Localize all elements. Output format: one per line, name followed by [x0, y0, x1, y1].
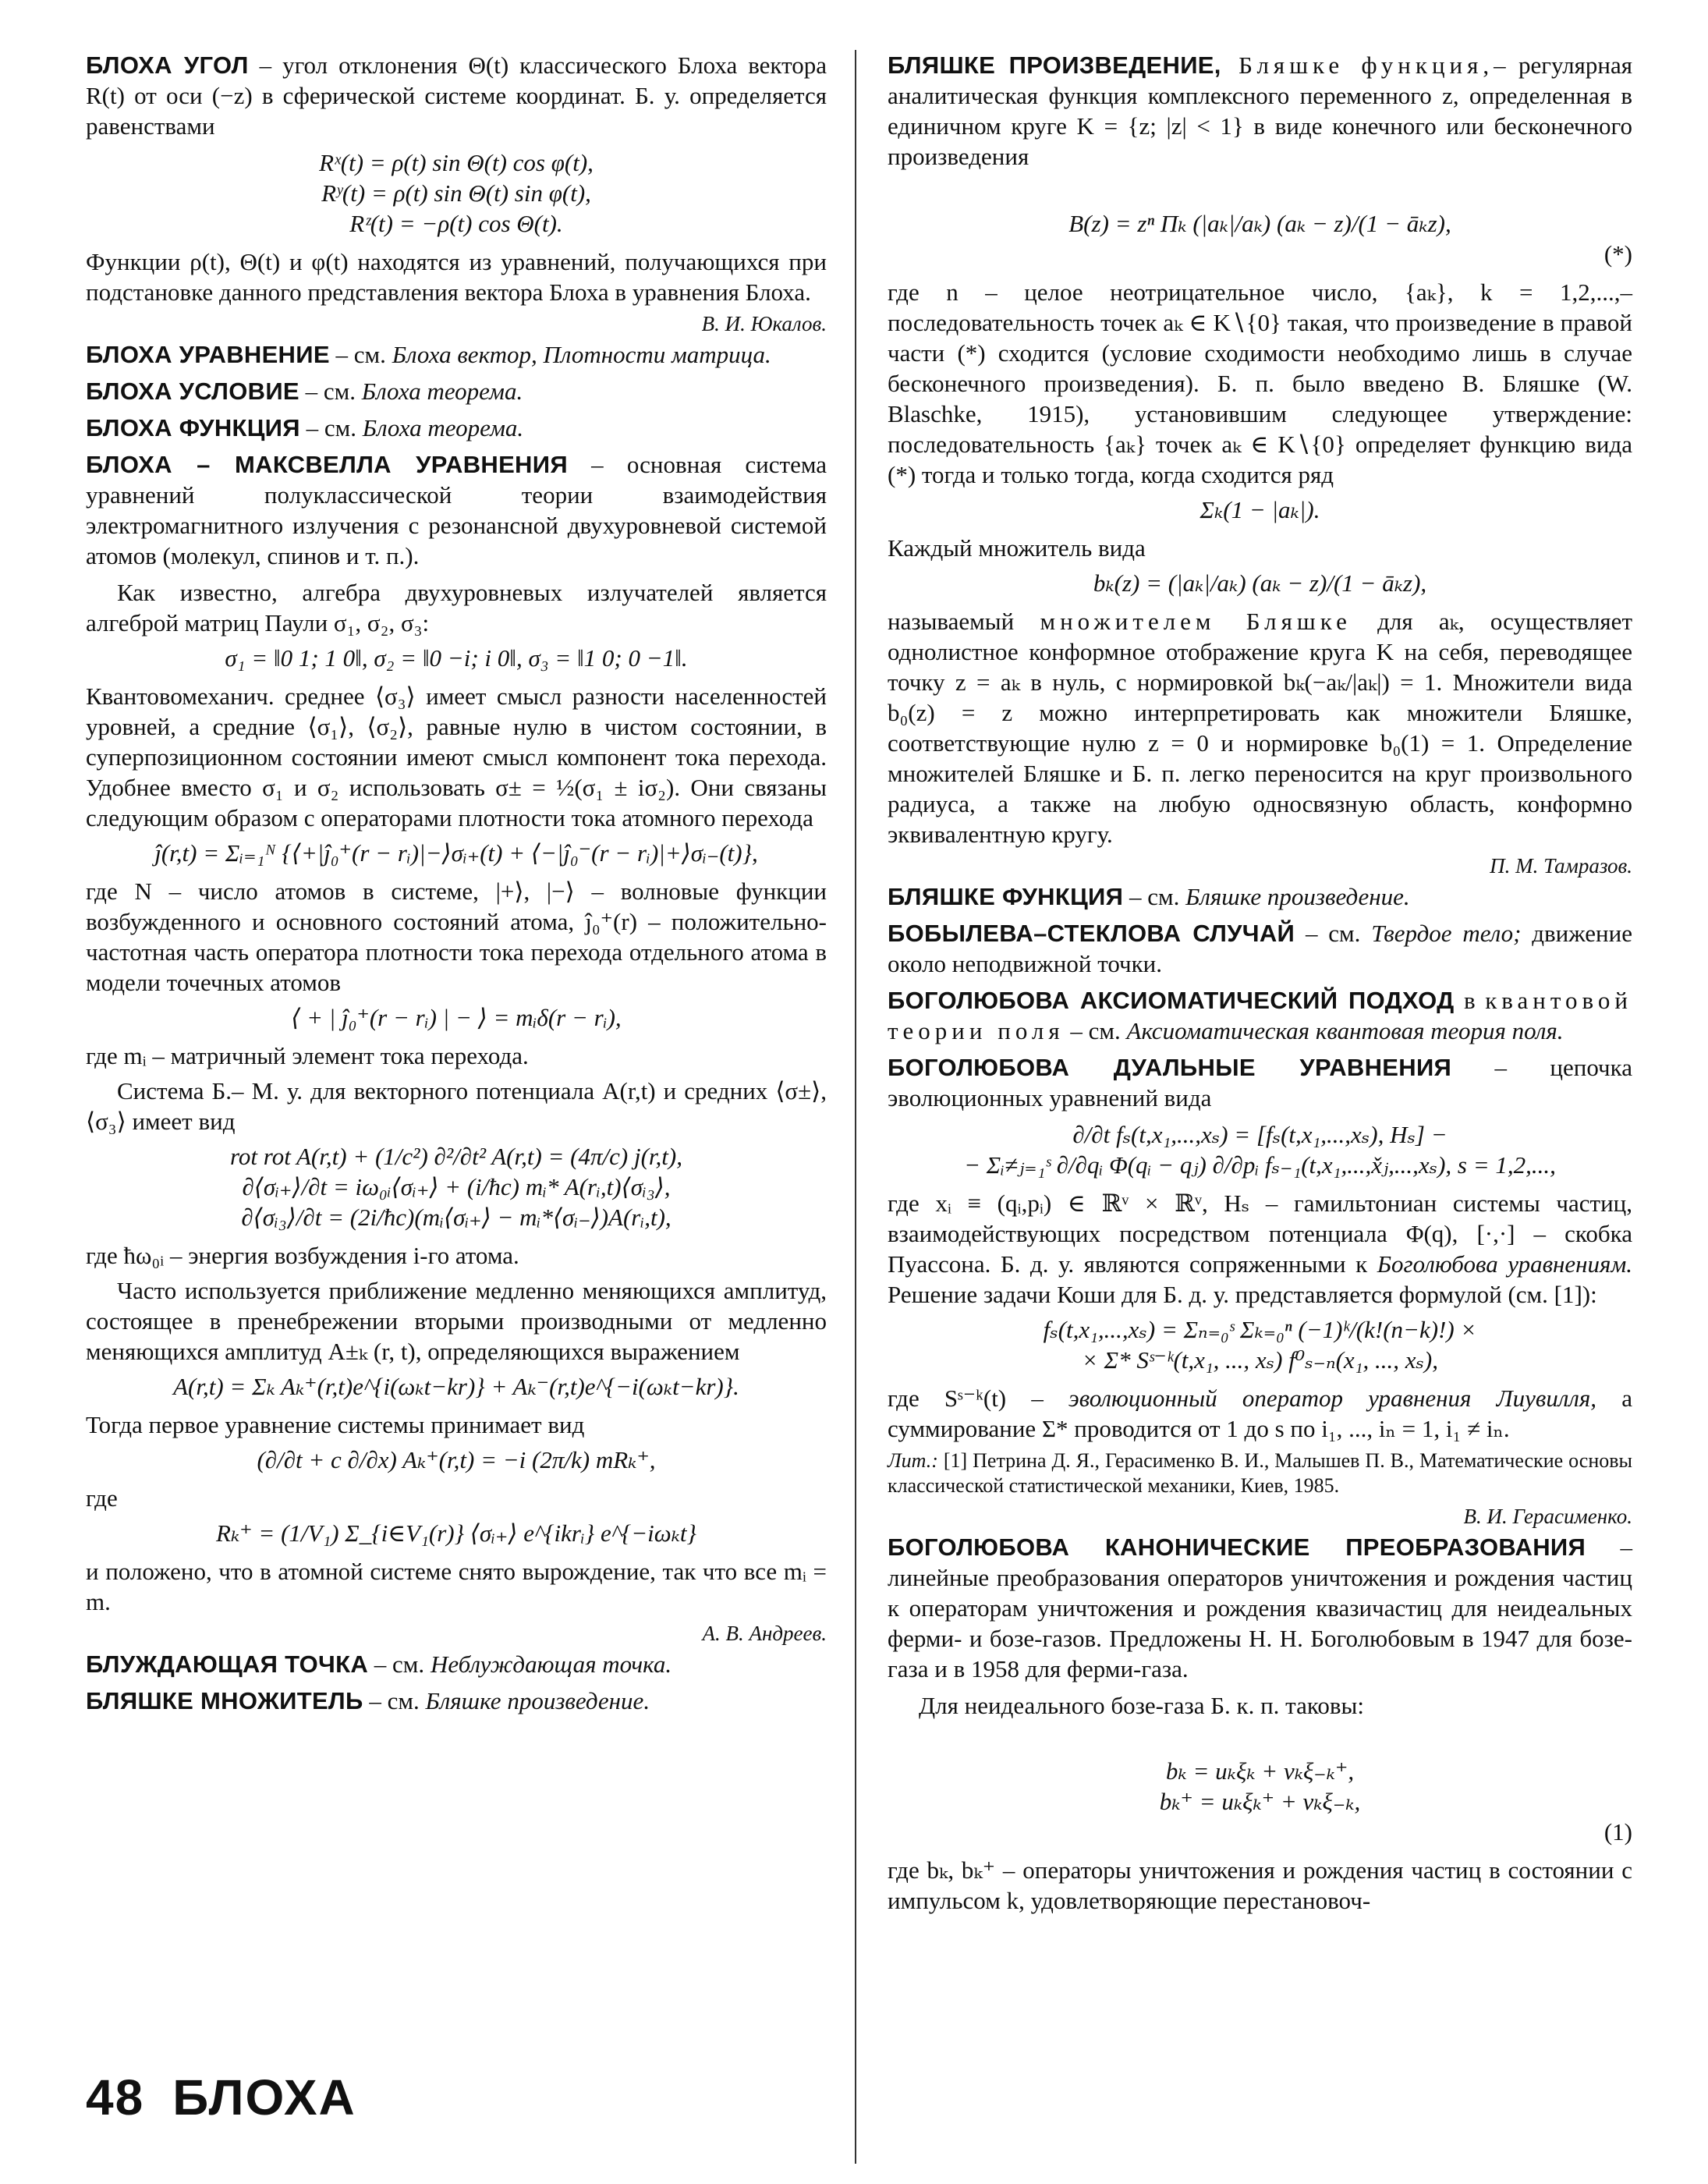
paragraph: [888, 1188, 1632, 1310]
cross-reference-link[interactable]: Бляшке произведение.: [1185, 883, 1410, 910]
paragraph: где n – целое неотрицательное число, {aₖ}, k = 1,2,...,– последовательность точек aₖ ∈ K∖{0} такая, что произведение в правой части (*) сходится (условие сходимости необходимо лишь в случае бесконечного произведения). Б. п. было введено В. Бляшке (W. Blaschke, 1915), установившим следующее утверждение: последовательность {aₖ} точек aₖ ∈ K∖{0} определяет функцию вида (*) тогда и только тогда, когда сходится ряд: [888, 278, 1632, 488]
formula: ĵ(r,t) = Σᵢ₌₁ᴺ {⟨+|ĵ₀⁺(r − rᵢ)|−⟩σᵢ₊(t) + ⟨−|ĵ₀⁻(r − rᵢ)|+⟩σᵢ₋(t)},: [154, 839, 758, 867]
paragraph-text: называемый: [888, 608, 1040, 635]
formula: B(z) = zⁿ Πₖ (|aₖ|/aₖ) (aₖ − z)/(1 − āₖz),: [1068, 210, 1451, 237]
formula: Rₖ⁺ = (1/V₁) Σ_{i∈V₁(r)} ⟨σᵢ₊⟩ e^{ikrᵢ} e^{−iωₖt}: [216, 1519, 696, 1547]
cross-reference-link[interactable]: Блоха теорема.: [362, 414, 524, 441]
entry-bogolyubova-aksiomaticheskiy: [888, 985, 1632, 1046]
formula: fₛ(t,x₁,...,xₛ) = Σₙ₌₀ˢ Σₖ₌₀ⁿ (−1)ᵏ/(k!(n−k)!) × × Σ* Sˢ⁻ᵏ(t,x₁, ..., xₛ) f⁰ₛ₋ₙ(x₁, ..., xₛ),: [1043, 1316, 1477, 1374]
literature-text: [1] Петрина Д. Я., Герасименко В. И., Малышев П. В., Математические основы классической статистической механики, Киев, 1985.: [888, 1449, 1632, 1497]
equation-tag: (1): [1603, 1818, 1632, 1845]
paragraph: Тогда первое уравнение системы принимает вид: [86, 1411, 585, 1438]
entry-bogolyubova-kanonicheskie: [888, 1532, 1632, 1684]
entry-blyashke-funktsiya: [888, 881, 1632, 912]
term-spaced: квантовой теории поля: [888, 987, 1632, 1044]
entry-text: в: [1454, 987, 1486, 1014]
paragraph: Часто используется приближение медленно меняющихся амплитуд, состоящее в пренебрежении вторыми производными от медленно меняющихся амплитуд A±ₖ (r, t), определяющихся выражением: [86, 1277, 827, 1365]
entry-text: – основная система уравнений полуклассической теории взаимодействия электромагнитного излучения с резонансной двухуровневой системой атомов (молекул, спинов и т. п.).: [86, 451, 827, 569]
entry-bogolyubova-dualnye: [888, 1052, 1632, 1113]
page-number: 48: [86, 2069, 145, 2126]
cross-reference-link[interactable]: Бляшке произведение.: [425, 1687, 650, 1714]
cross-reference-link[interactable]: Твердое тело;: [1371, 920, 1522, 947]
paragraph: Как известно, алгебра двухуровневых излучателей является алгеброй матриц Паули σ₁, σ₂, σ₃:: [86, 579, 827, 636]
paragraph: Квантовомеханич. среднее ⟨σ₃⟩ имеет смысл разности населенностей уровней, а средние ⟨σ₁⟩, ⟨σ₂⟩, равные нулю в чистом состоянии, в суперпозиционном состоянии имеют смысл компонент тока перехода. Удобнее вместо σ₁ и σ₂ использовать σ± = ½(σ₁ ± iσ₂). Они связаны следующим образом с операторами плотности тока атомного перехода: [86, 682, 827, 831]
cross-reference-link[interactable]: Боголюбова уравнениям.: [1377, 1250, 1632, 1278]
paragraph-text: где xᵢ ≡ (qᵢ,pᵢ) ∈ ℝᵛ × ℝᵛ, Hₛ – гамильтониан системы частиц, взаимодействующих посредством потенциала Φ(q), [·,·] – скобка Пуассона. Б. д. у. являются сопряженными к: [888, 1190, 1632, 1278]
headword: БЛУЖДАЮЩАЯ ТОЧКА: [86, 1650, 369, 1678]
entry-text: – цепочка эволюционных уравнений вида: [888, 1054, 1632, 1112]
synonym-spaced: Бляшке функция,: [1221, 51, 1494, 79]
headword: БЛЯШКЕ ФУНКЦИЯ: [888, 883, 1124, 910]
entry-text: – см.: [1123, 883, 1186, 910]
entry-text: – см.: [1295, 920, 1372, 947]
entry-blokha-maksvella: [86, 449, 827, 571]
entry-blokha-uravnenie: [86, 339, 827, 370]
cross-reference-link[interactable]: Блоха теорема.: [361, 378, 523, 405]
term-spaced: множителем Бляшке: [1040, 608, 1352, 635]
cross-reference-link[interactable]: эволюционный оператор уравнения Лиувилля,: [1068, 1384, 1597, 1412]
paragraph: Для неидеального бозе-газа Б. к. п. таковы:: [919, 1692, 1364, 1719]
literature-reference: [888, 1448, 1632, 1498]
cross-reference-link[interactable]: Аксиоматическая квантовая теория поля.: [1126, 1017, 1564, 1044]
entry-text: движение около неподвижной точки.: [888, 920, 1632, 977]
formula: bₖ(z) = (|aₖ|/aₖ) (aₖ − z)/(1 − āₖz),: [1093, 569, 1427, 597]
paragraph: Каждый множитель вида: [888, 534, 1146, 562]
formula-numbered: [888, 178, 1632, 269]
entry-blyashke-proizvedenie: [888, 50, 1632, 172]
entry-text: – см.: [329, 341, 392, 368]
paragraph-text: Решение задачи Коши для Б. д. у. представляется формулой (см. [1]):: [888, 1281, 1597, 1308]
page-footer: [86, 2069, 356, 2126]
headword: БЛЯШКЕ МНОЖИТЕЛЬ: [86, 1687, 363, 1714]
headword: БОБЫЛЕВА–СТЕКЛОВА СЛУЧАЙ: [888, 920, 1295, 947]
formula-numbered: [888, 1725, 1632, 1847]
entry-blokha-ugol: [86, 50, 827, 141]
formula: Rˣ(t) = ρ(t) sin Θ(t) cos φ(t), Rʸ(t) = ρ(t) sin Θ(t) sin φ(t), Rᶻ(t) = −ρ(t) cos Θ(t).: [319, 149, 594, 237]
left-column: [86, 50, 827, 1722]
entry-text: – см.: [1064, 1017, 1127, 1044]
headword: БОГОЛЮБОВА АКСИОМАТИЧЕСКИЙ ПОДХОД: [888, 987, 1455, 1014]
headword: БЛЯШКЕ ПРОИЗВЕДЕНИЕ,: [888, 51, 1221, 79]
entry-bluzhdayushchaya-tochka: [86, 1649, 827, 1679]
literature-label: Лит.:: [888, 1449, 938, 1472]
headword: БОГОЛЮБОВА ДУАЛЬНЫЕ УРАВНЕНИЯ: [888, 1054, 1452, 1081]
paragraph: [888, 1383, 1632, 1444]
paragraph: [888, 606, 1632, 849]
formula: rot rot A(r,t) + (1/c²) ∂²/∂t² A(r,t) = (4π/c) j(r,t), ∂⟨σᵢ₊⟩/∂t = iω₀ᵢ⟨σᵢ₊⟩ + (i/ħc) mᵢ* A(rᵢ,t)⟨σᵢ₃⟩, ∂⟨σᵢ₃⟩/∂t = (2i/ħc)(mᵢ⟨σᵢ₊⟩ − mᵢ*⟨σᵢ₋⟩)A(rᵢ,t),: [230, 1143, 682, 1231]
paragraph: где ħω₀ᵢ – энергия возбуждения i-го атома.: [86, 1242, 519, 1269]
formula: (∂/∂t + c ∂/∂x) Aₖ⁺(r,t) = −i (2π/k) mRₖ⁺,: [257, 1446, 656, 1473]
paragraph: где bₖ, bₖ⁺ – операторы уничтожения и рождения частиц в состоянии с импульсом k, удовлетворяющие перестановоч-: [888, 1856, 1632, 1914]
headword: БЛОХА УРАВНЕНИЕ: [86, 341, 330, 368]
entry-bobyleva-steklova: [888, 918, 1632, 979]
entry-text: – см.: [299, 378, 362, 405]
entry-blokha-uslovie: [86, 376, 827, 406]
entry-blyashke-mnozhitel: [86, 1686, 827, 1716]
entry-text: – см.: [299, 414, 363, 441]
paragraph: и положено, что в атомной системе снято вырождение, так что все mᵢ = m.: [86, 1558, 827, 1615]
paragraph: где N – число атомов в системе, |+⟩, |−⟩ – волновые функции возбужденного и основного состояний атома, ĵ₀⁺(r) – положительно-частотная часть оператора плотности тока перехода отдельного атома в модели точечных атомов: [86, 878, 827, 996]
formula: σ₁ = ‖0 1; 1 0‖, σ₂ = ‖0 −i; i 0‖, σ₃ = ‖1 0; 0 −1‖.: [225, 644, 688, 672]
author-signature: В. И. Герасименко.: [1463, 1505, 1632, 1528]
entry-text: – линейные преобразования операторов уничтожения и рождения частиц к операторам уничтожения и рождения квазичастиц для неидеальных ферми- и бозе-газов. Предложены Н. Н. Боголюбовым в 1947 для бозе-газа и в 1958 для ферми-газа.: [888, 1533, 1632, 1682]
entry-text: – см.: [363, 1687, 426, 1714]
entry-blokha-funktsiya: [86, 413, 827, 443]
author-signature: В. И. Юкалов.: [701, 312, 827, 335]
right-column: [888, 50, 1632, 1920]
paragraph: Система Б.– М. у. для векторного потенциала A(r,t) и средних ⟨σ±⟩, ⟨σ₃⟩ имеет вид: [86, 1077, 827, 1135]
cross-reference-link[interactable]: Неблуждающая точка.: [430, 1650, 672, 1678]
headword: БЛОХА – МАКСВЕЛЛА УРАВНЕНИЯ: [86, 451, 568, 478]
entry-text: – угол отклонения Θ(t) классического Блоха вектора R(t) от оси (−z) в сферической системе координат. Б. у. определяется равенствами: [86, 51, 827, 140]
author-signature: П. М. Тамразов.: [1490, 854, 1632, 878]
formula: bₖ = uₖξₖ + vₖξ₋ₖ⁺, bₖ⁺ = uₖξₖ⁺ + vₖξ₋ₖ,: [1159, 1757, 1361, 1815]
paragraph: где mᵢ – матричный элемент тока перехода.: [86, 1042, 529, 1069]
paragraph: где: [86, 1484, 118, 1512]
formula: ∂/∂t fₛ(t,x₁,...,xₛ) = [fₛ(t,x₁,...,xₛ), Hₛ] − − Σᵢ≠ⱼ₌₁ˢ ∂/∂qᵢ Φ(qᵢ − qⱼ) ∂/∂pᵢ fₛ₋₁(t,x₁,...,x̌ⱼ,...,xₛ), s = 1,2,...,: [964, 1121, 1556, 1179]
entry-text: – см.: [368, 1650, 431, 1678]
equation-tag: (*): [1603, 240, 1632, 268]
column-divider: [855, 50, 856, 2164]
headword: БОГОЛЮБОВА КАНОНИЧЕСКИЕ ПРЕОБРАЗОВАНИЯ: [888, 1533, 1586, 1561]
paragraph-text: а суммирование Σ* проводится от 1 до s по i₁, ..., iₙ = 1, i₁ ≠ iₙ.: [888, 1384, 1632, 1442]
cross-reference-link[interactable]: Блоха вектор, Плотности матрица.: [392, 341, 771, 368]
author-signature: А. В. Андреев.: [702, 1622, 827, 1645]
running-head: БЛОХА: [172, 2069, 356, 2126]
formula: Σₖ(1 − |aₖ|).: [1199, 496, 1320, 523]
formula: A(r,t) = Σₖ Aₖ⁺(r,t)e^{i(ωₖt−kr)} + Aₖ⁻(r,t)e^{−i(ωₖt−kr)}.: [173, 1373, 739, 1400]
headword: БЛОХА УСЛОВИЕ: [86, 378, 299, 405]
paragraph-text: для aₖ, осуществляет однолистное конформное отображение круга K на себя, переводящее точку z = aₖ в нуль, с нормировкой bₖ(−aₖ/|aₖ|) = 1. Множители вида b₀(z) = z можно интерпретировать как множители Бляшке, соответствующие нулю z = 0 и нормировке b₀(1) = 1. Определение множителей Бляшке и Б. п. легко переносится на круг произвольного радиуса, а также на любую односвязную область, конформно эквивалентную кругу.: [888, 608, 1632, 848]
headword: БЛОХА УГОЛ: [86, 51, 249, 79]
entry-text: – регулярная аналитическая функция комплексного переменного z, определенная в единичном круге K = {z; |z| < 1} в виде конечного или бесконечного произведения: [888, 51, 1632, 170]
paragraph-text: где Sˢ⁻ᵏ(t) –: [888, 1384, 1069, 1412]
formula: ⟨ + | ĵ₀⁺(r − rᵢ) | − ⟩ = mᵢδ(r − rᵢ),: [291, 1004, 622, 1031]
headword: БЛОХА ФУНКЦИЯ: [86, 414, 300, 441]
paragraph: Функции ρ(t), Θ(t) и φ(t) находятся из уравнений, получающихся при подстановке данного представления вектора Блоха в уравнения Блоха.: [86, 248, 827, 306]
